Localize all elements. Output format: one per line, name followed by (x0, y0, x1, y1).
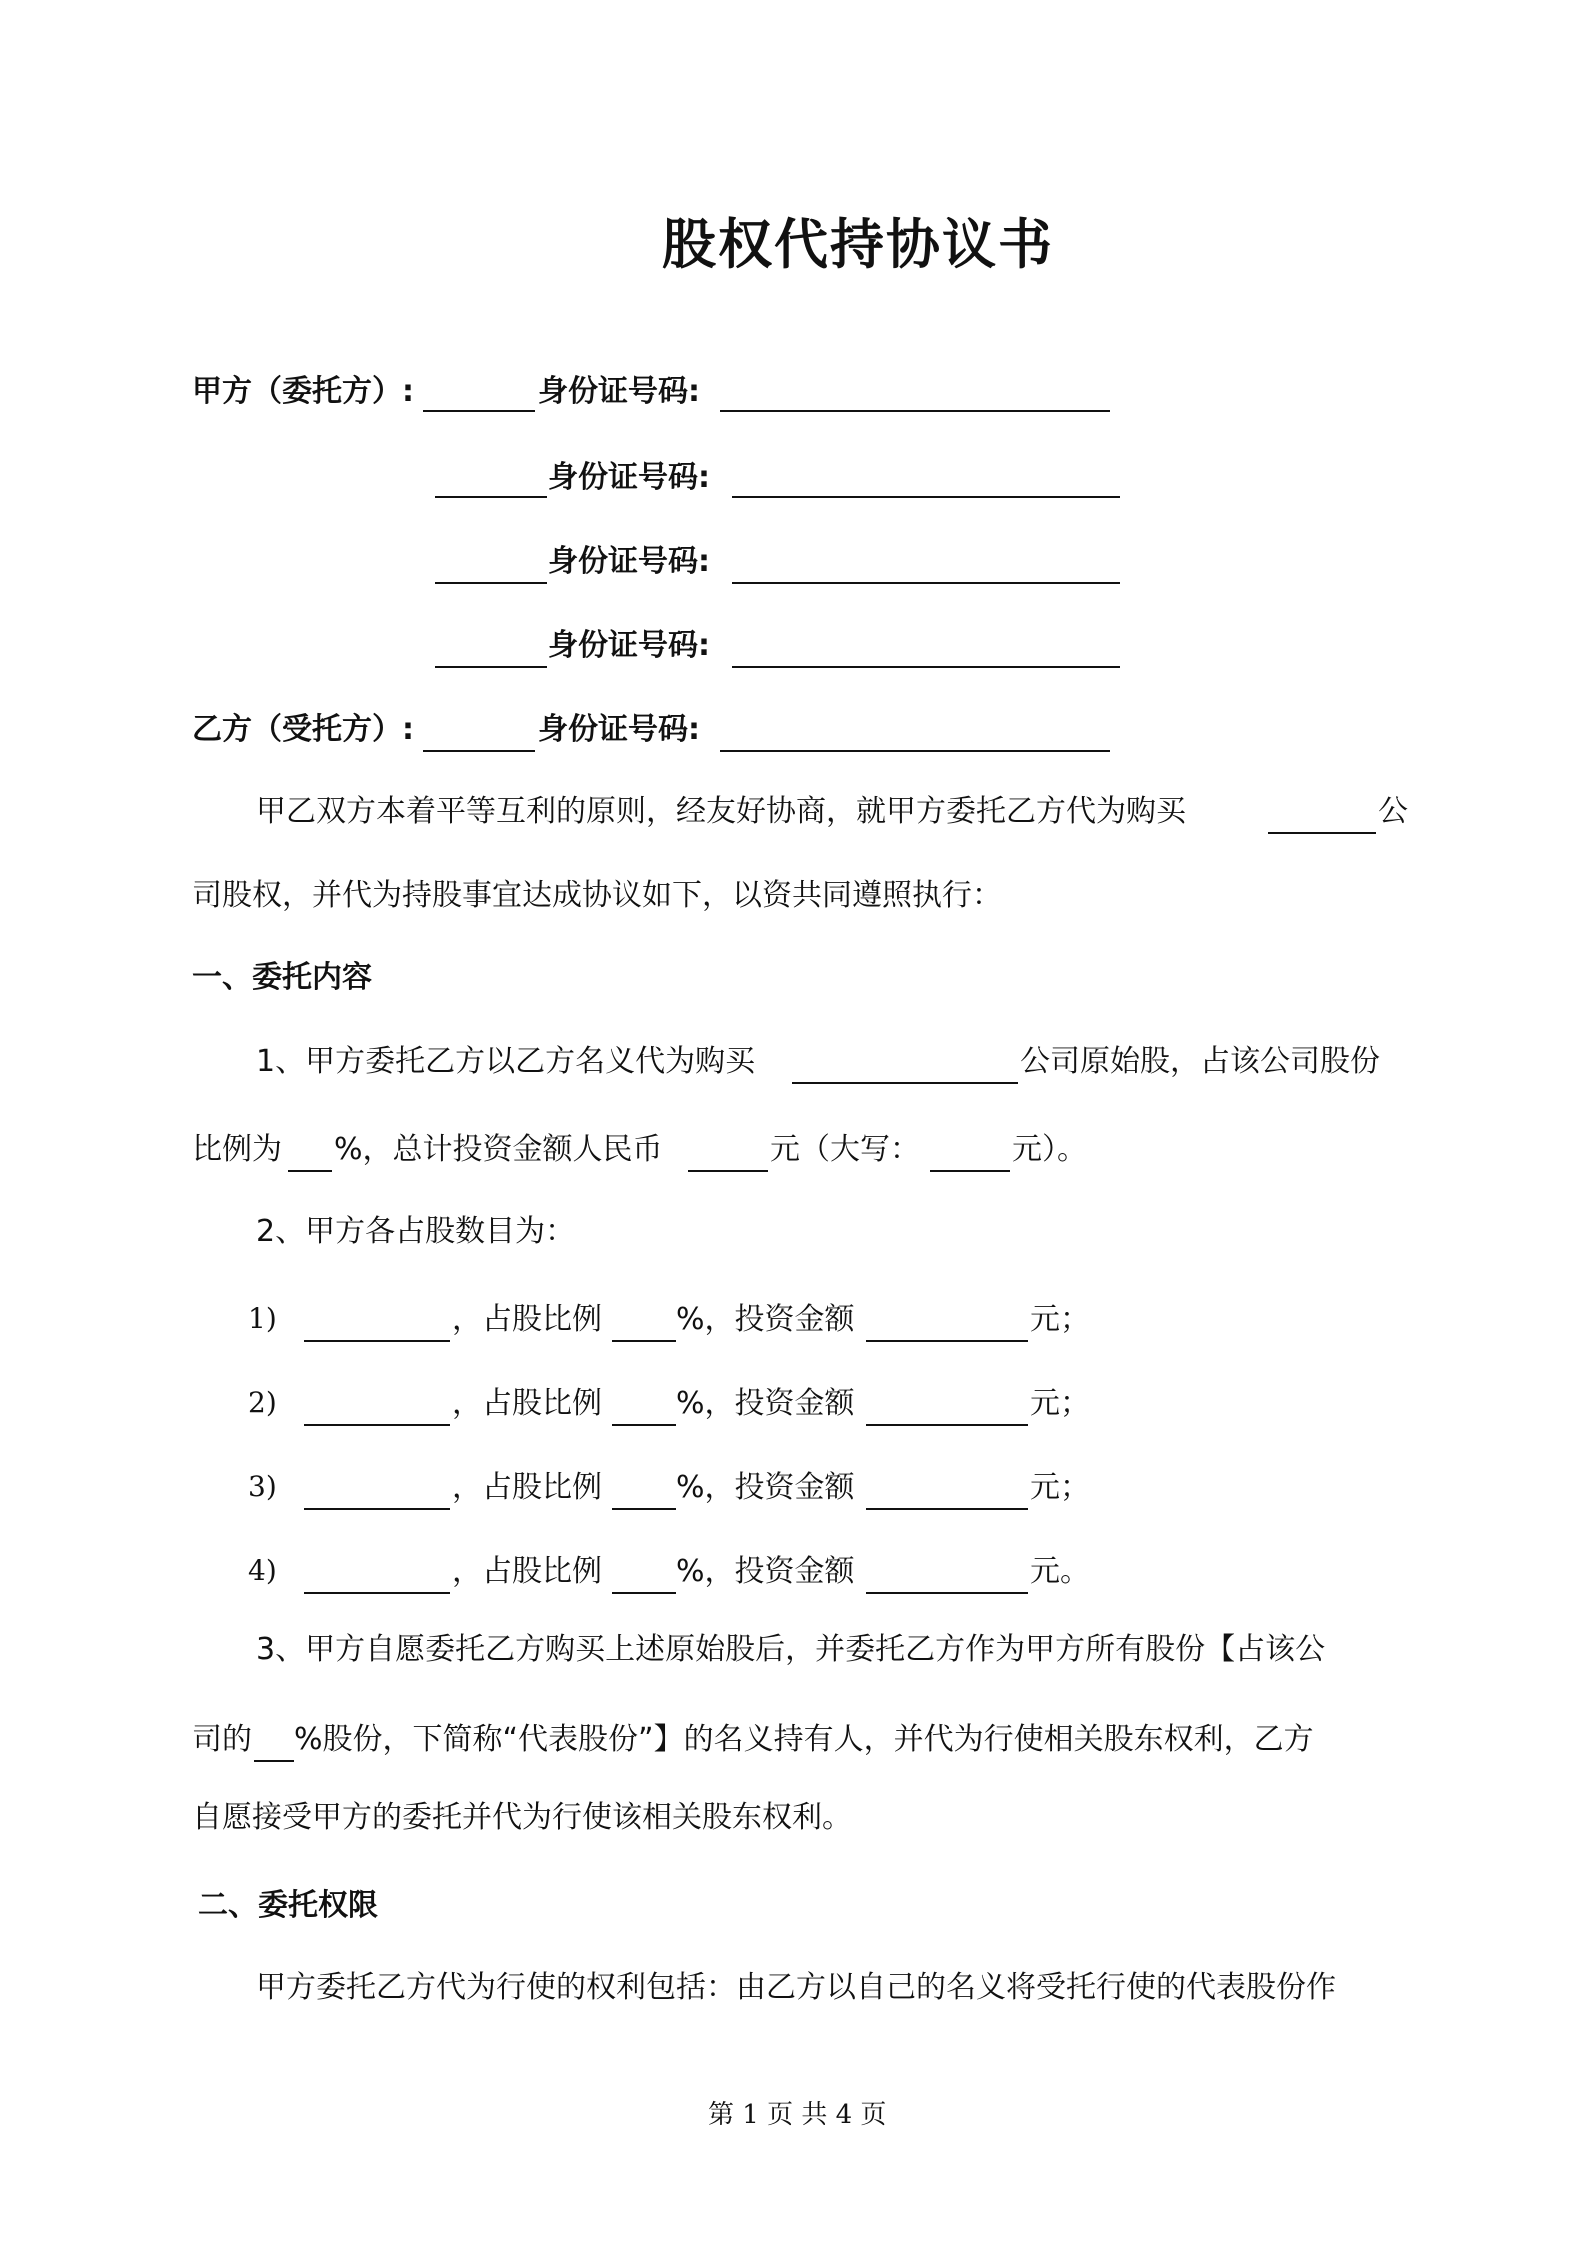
item-1-text-d: %，总计投资金额人民币 (334, 1132, 663, 1167)
row-ratio-blank (612, 1340, 676, 1342)
row-name-blank (304, 1592, 450, 1594)
section-2-heading: 二、委托权限 (198, 1888, 378, 1923)
party-b-id-blank (720, 750, 1110, 752)
row-amount-blank (866, 1508, 1028, 1510)
party-b-id-label: 身份证号码: (538, 712, 700, 747)
intro-line-1: 甲乙双方本着平等互利的原则，经友好协商，就甲方委托乙方代为购买 (256, 794, 1186, 829)
section-1-heading: 一、委托内容 (192, 960, 372, 995)
row-text-a: ，占股比例 (452, 1386, 602, 1421)
co-party-name-blank-3 (435, 666, 547, 668)
row-ratio-blank (612, 1424, 676, 1426)
page-number-footer: 第 1 页 共 4 页 (708, 2100, 887, 2130)
co-party-id-label-2: 身份证号码: (548, 544, 710, 579)
co-party-id-blank-2 (732, 582, 1120, 584)
item-1-text-f: 元）。 (1012, 1132, 1087, 1167)
row-number: 4) (248, 1554, 277, 1587)
intro-line-2: 司股权，并代为持股事宜达成协议如下，以资共同遵照执行： (192, 878, 1002, 913)
row-text-b: %，投资金额 (676, 1554, 855, 1589)
intro-line-1-end: 公 (1378, 794, 1408, 829)
co-party-id-label-1: 身份证号码: (548, 460, 710, 495)
row-amount-blank (866, 1340, 1028, 1342)
row-text-a: ，占股比例 (452, 1470, 602, 1505)
row-name-blank (304, 1340, 450, 1342)
row-text-c: 元； (1030, 1386, 1090, 1421)
row-number: 3) (248, 1470, 277, 1503)
item-3-line-2-b: %股份，下简称“代表股份”】的名义持有人，并代为行使相关股东权利，乙方 (294, 1722, 1314, 1757)
row-name-blank (304, 1508, 450, 1510)
item-1-ratio-blank (288, 1170, 332, 1172)
row-text-c: 元。 (1030, 1554, 1090, 1589)
item-1-text-e: 元（大写： (770, 1132, 920, 1167)
item-1-company-blank (792, 1082, 1018, 1084)
row-number: 2) (248, 1386, 277, 1419)
item-1-text-b: 公司原始股，占该公司股份 (1020, 1044, 1380, 1079)
document-title: 股权代持协议书 (662, 213, 1054, 276)
row-text-a: ，占股比例 (452, 1554, 602, 1589)
co-party-id-blank-3 (732, 666, 1120, 668)
row-ratio-blank (612, 1508, 676, 1510)
row-amount-blank (866, 1424, 1028, 1426)
row-number: 1) (248, 1302, 277, 1335)
row-text-b: %，投资金额 (676, 1470, 855, 1505)
co-party-name-blank-1 (435, 496, 547, 498)
party-a-id-blank (720, 410, 1110, 412)
item-3-ratio-blank (254, 1760, 294, 1762)
item-3-line-1: 3、甲方自愿委托乙方购买上述原始股后，并委托乙方作为甲方所有股份【占该公 (256, 1632, 1326, 1667)
row-text-b: %，投资金额 (676, 1302, 855, 1337)
intro-company-blank (1268, 832, 1376, 834)
party-a-name-blank (423, 410, 535, 412)
row-text-c: 元； (1030, 1470, 1090, 1505)
party-a-id-label: 身份证号码: (538, 374, 700, 409)
co-party-id-blank-1 (732, 496, 1120, 498)
row-text-b: %，投资金额 (676, 1386, 855, 1421)
item-2-text: 2、甲方各占股数目为： (256, 1214, 576, 1249)
item-1-text-a: 1、甲方委托乙方以乙方名义代为购买 (256, 1044, 756, 1079)
co-party-id-label-3: 身份证号码: (548, 628, 710, 663)
party-b-label: 乙方（受托方）: (192, 712, 414, 747)
row-text-c: 元； (1030, 1302, 1090, 1337)
co-party-name-blank-2 (435, 582, 547, 584)
item-1-text-c: 比例为 (192, 1132, 282, 1167)
party-a-label: 甲方（委托方）: (192, 374, 414, 409)
item-1-amount-words-blank (930, 1170, 1010, 1172)
item-3-line-3: 自愿接受甲方的委托并代为行使该相关股东权利。 (192, 1800, 852, 1835)
party-b-name-blank (423, 750, 535, 752)
item-1-amount-blank (688, 1170, 768, 1172)
row-text-a: ，占股比例 (452, 1302, 602, 1337)
row-ratio-blank (612, 1592, 676, 1594)
section-2-paragraph: 甲方委托乙方代为行使的权利包括：由乙方以自己的名义将受托行使的代表股份作 (256, 1970, 1336, 2005)
row-name-blank (304, 1424, 450, 1426)
row-amount-blank (866, 1592, 1028, 1594)
item-3-line-2-a: 司的 (192, 1722, 252, 1757)
